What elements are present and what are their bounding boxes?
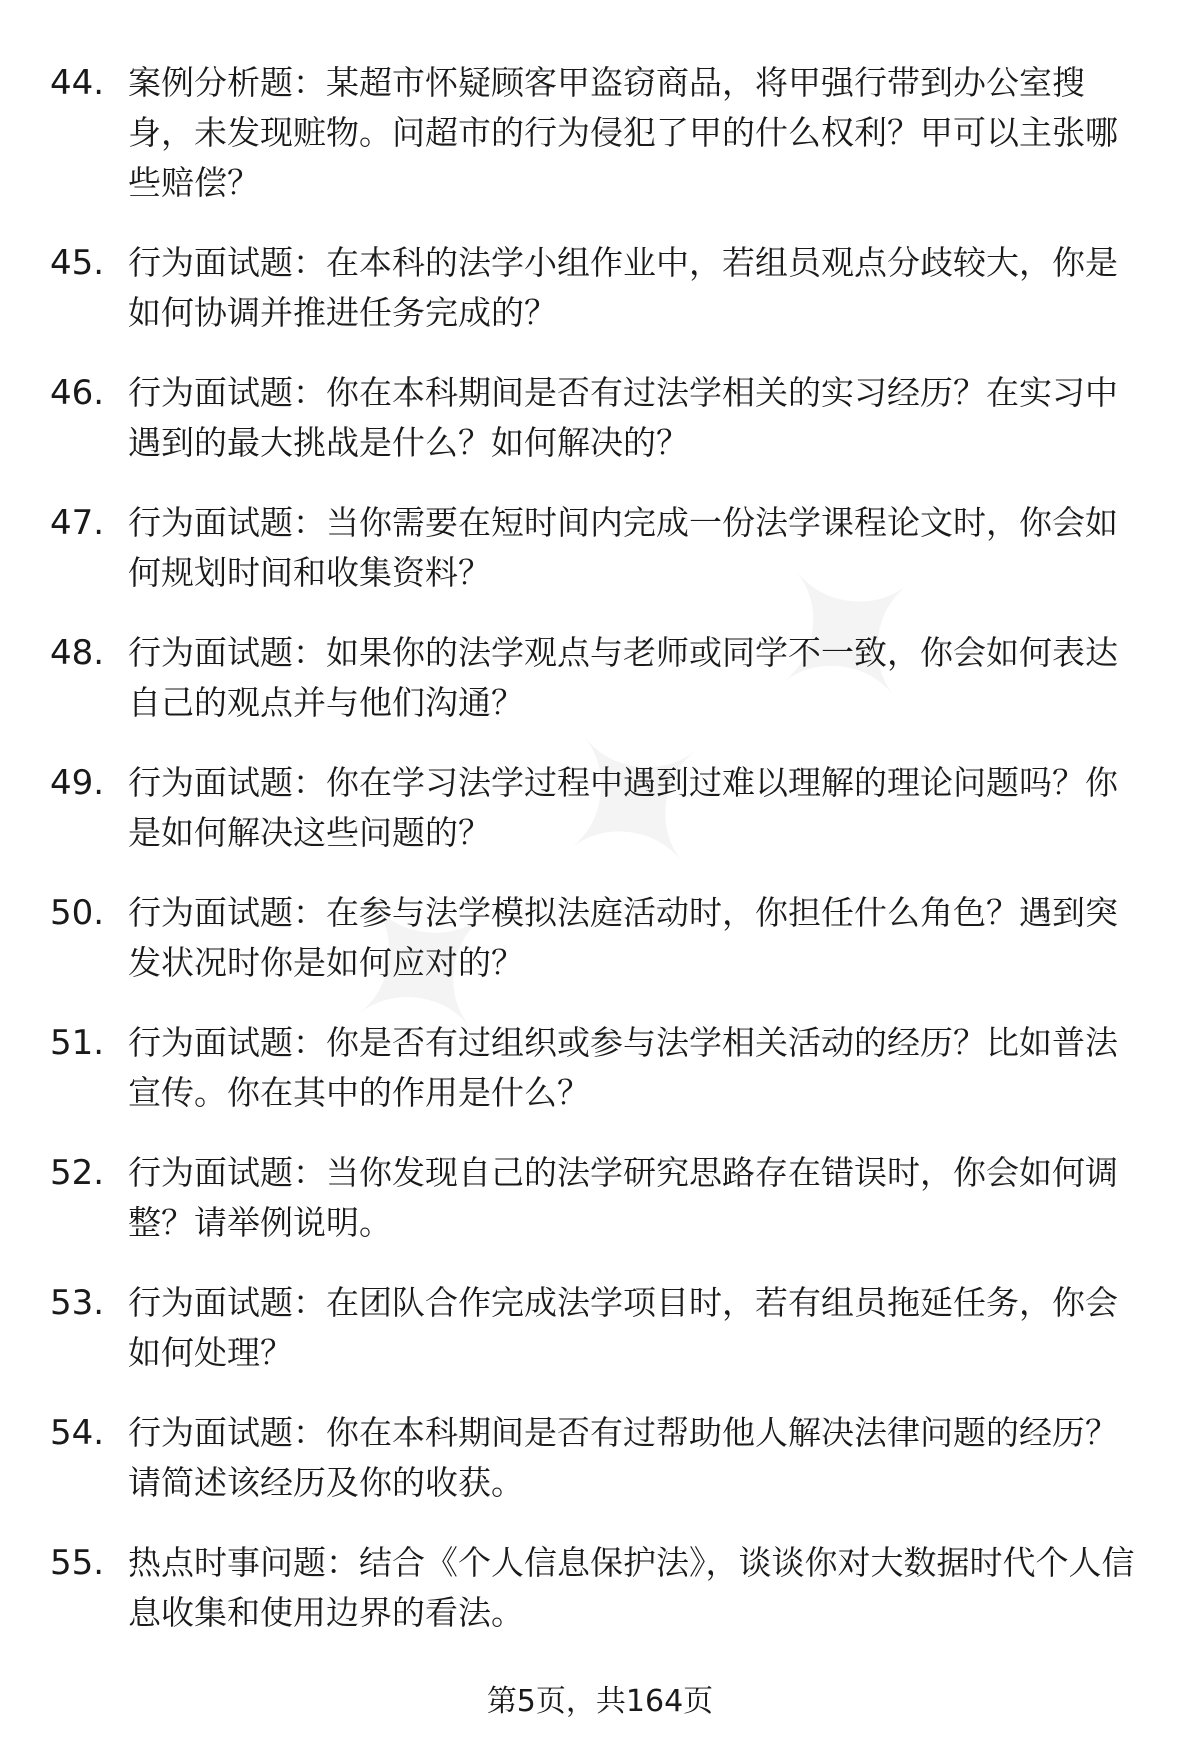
question-item [50,1538,1150,1638]
question-item [50,758,1150,858]
question-number: 53. [50,1283,105,1323]
question-list [50,58,1150,1668]
question-number: 48. [50,633,105,673]
question-number: 55. [50,1543,105,1583]
question-number: 50. [50,893,105,933]
question-item [50,238,1150,338]
question-item [50,368,1150,468]
question-number: 54. [50,1413,105,1453]
question-number: 46. [50,373,105,413]
question-text: 行为面试题：你在学习法学过程中遇到过难以理解的理论问题吗？你是如何解决这些问题的？ [128,763,1118,852]
question-item [50,1148,1150,1248]
question-item [50,1278,1150,1378]
question-number: 49. [50,763,105,803]
question-text: 案例分析题：某超市怀疑顾客甲盗窃商品，将甲强行带到办公室搜身，未发现赃物。问超市的行为侵犯了甲的什么权利？甲可以主张哪些赔偿？ [128,63,1118,202]
question-item [50,498,1150,598]
question-text: 行为面试题：在参与法学模拟法庭活动时，你担任什么角色？遇到突发状况时你是如何应对的？ [128,893,1118,982]
question-text: 行为面试题：当你发现自己的法学研究思路存在错误时，你会如何调整？请举例说明。 [128,1153,1118,1242]
question-text: 热点时事问题：结合《个人信息保护法》，谈谈你对大数据时代个人信息收集和使用边界的看法。 [128,1543,1135,1632]
question-number: 47. [50,503,105,543]
question-text: 行为面试题：你在本科期间是否有过帮助他人解决法律问题的经历？请简述该经历及你的收获。 [128,1413,1118,1502]
question-number: 52. [50,1153,105,1193]
question-item [50,1018,1150,1118]
question-text: 行为面试题：你在本科期间是否有过法学相关的实习经历？在实习中遇到的最大挑战是什么？如何解决的？ [128,373,1118,462]
question-text: 行为面试题：如果你的法学观点与老师或同学不一致，你会如何表达自己的观点并与他们沟通？ [128,633,1118,722]
question-text: 行为面试题：当你需要在短时间内完成一份法学课程论文时，你会如何规划时间和收集资料？ [128,503,1118,592]
question-item [50,628,1150,728]
question-item [50,888,1150,988]
question-number: 44. [50,63,105,103]
question-number: 51. [50,1023,105,1063]
question-text: 行为面试题：在本科的法学小组作业中，若组员观点分歧较大，你是如何协调并推进任务完成的？ [128,243,1118,332]
question-item [50,1408,1150,1508]
question-text: 行为面试题：在团队合作完成法学项目时，若有组员拖延任务，你会如何处理？ [128,1283,1118,1372]
page-footer: 第5页，共164页 [486,1684,714,1719]
question-text: 行为面试题：你是否有过组织或参与法学相关活动的经历？比如普法宣传。你在其中的作用是什么？ [128,1023,1118,1112]
question-item [50,58,1150,208]
question-number: 45. [50,243,105,283]
